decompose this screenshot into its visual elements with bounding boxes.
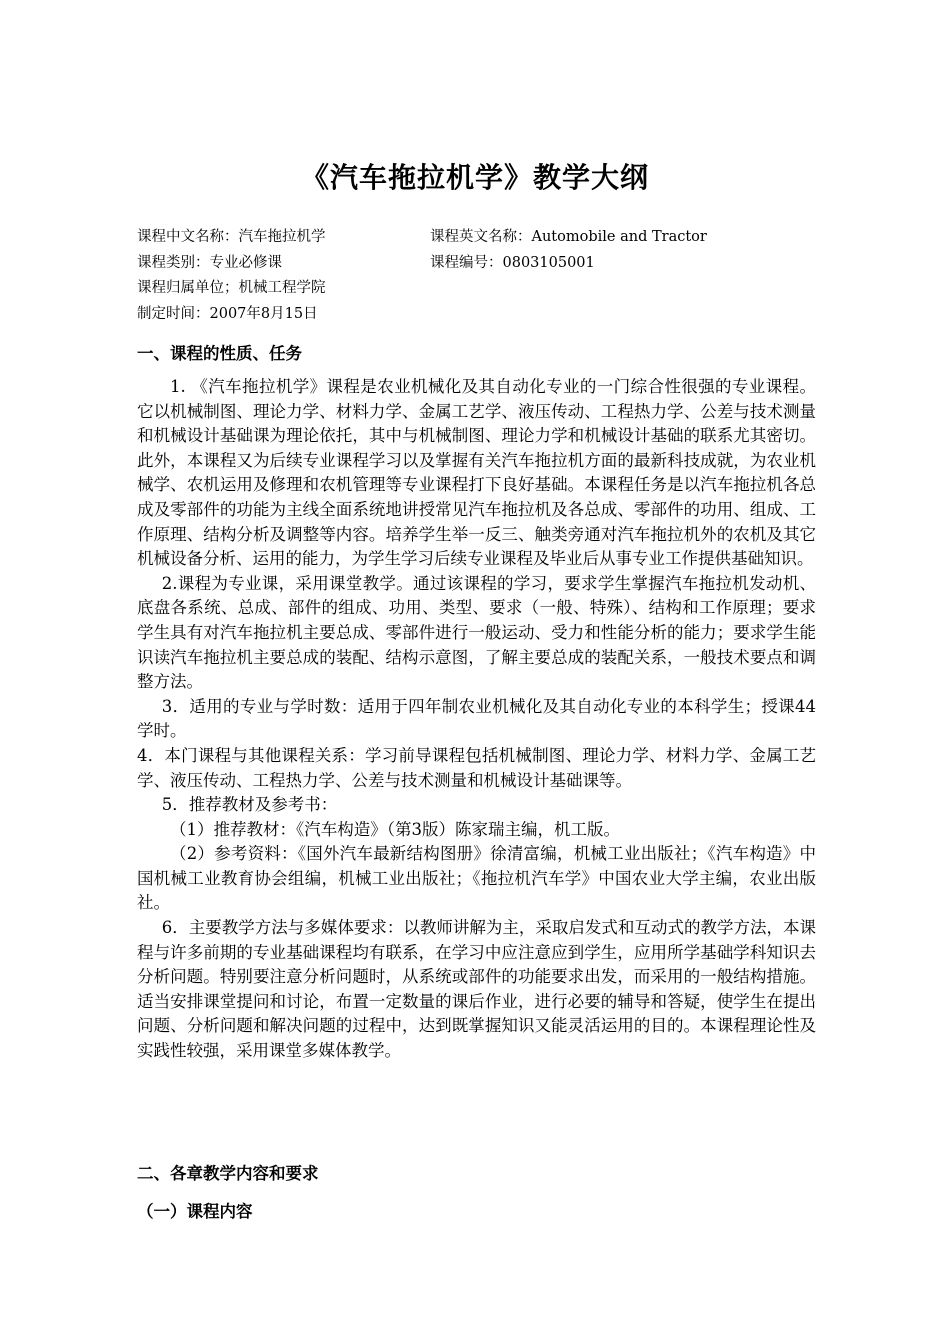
paragraph-6: 6．主要教学方法与多媒体要求：以教师讲解为主，采取启发式和互动式的教学方法，本课程与许多前期的专业基础课程均有联系，在学习中应注意应到学生，应用所学基础学科知识去分析问题。特别要注意分析问题时，从系统或部件的功能要求出发，而采用的一般结构措施。适当安排课堂提问和讨论，布置一定数量的课后作业，进行必要的辅导和答疑，使学生在提出问题、分析问题和解决问题的过程中，达到既掌握知识又能灵活运用的目的。本课程理论性及实践性较强，采用课堂多媒体教学。 [137,918,816,1061]
course-en-name: 课程英文名称：Automobile and Tractor [430,229,707,245]
paragraph-5-2: （2）参考资料：《国外汽车最新结构图册》徐清富编，机械工业出版社；《汽车构造》中国机械工业教育协会组编，机械工业出版社；《拖拉机汽车学》中国农业大学主编，农业出版社。 [137,844,816,913]
paragraph-5: 5．推荐教材及参考书： [161,795,338,815]
meta-row [137,276,837,302]
course-category: 课程类别：专业必修课 [137,254,282,271]
paragraph-5-1: （1）推荐教材：《汽车构造》（第3版）陈家瑞主编，机工版。 [170,819,620,839]
paragraph-4: 4．本门课程与其他课程关系：学习前导课程包括机械制图、理论力学、材料力学、金属工艺学、液压传动、工程热力学、公差与技术测量和机械设计基础课等。 [137,745,816,790]
meta-row [137,251,837,277]
course-date: 制定时间：2007年8月15日 [137,305,318,322]
course-code: 课程编号：0803105001 [430,254,595,271]
paragraph-3: 3．适用的专业与学时数：适用于四年制农业机械化及其自动化专业的本科学生；授课44学时。 [137,696,816,741]
section-heading-2: 二、各章教学内容和要求 [137,1164,319,1183]
section-heading-1: 一、课程的性质、任务 [137,344,302,363]
meta-row [137,225,837,251]
paragraph-1: 1. 《汽车拖拉机学》课程是农业机械化及其自动化专业的一门综合性很强的专业课程。它以机械制图、理论力学、材料力学、金属工艺学、液压传动、工程热力学、公差与技术测量和机械设计基础课为理论依托，其中与机械制图、理论力学和机械设计基础的联系尤其密切。此外，本课程又为后续专业课程学习以及掌握有关汽车拖拉机方面的最新科技成就，为农业机械学、农机运用及修理和农机管理等专业课程打下良好基础。本课程任务是以汽车拖拉机各总成及零部件的功能为主线全面系统地讲授常见汽车拖拉机及各总成、零部件的功用、组成、工作原理、结构分析及调整等内容。培养学生举一反三、触类旁通对汽车拖拉机外的农机及其它机械设备分析、运用的能力，为学生学习后续专业课程及毕业后从事专业工作提供基础知识。 [137,377,816,569]
course-cn-name: 课程中文名称：汽车拖拉机学 [137,229,326,245]
paragraph-2: 2.课程为专业课，采用课堂教学。通过该课程的学习，要求学生掌握汽车拖拉机发动机、底盘各系统、总成、部件的组成、功用、类型、要求（一般、特殊）、结构和工作原理；要求学生具有对汽车拖拉机主要总成、零部件进行一般运动、受力和性能分析的能力；要求学生能识读汽车拖拉机主要总成的装配、结构示意图，了解主要总成的装配关系，一般技术要点和调整方法。 [137,573,816,692]
meta-row [137,302,837,328]
subsection-heading: （一）课程内容 [137,1202,253,1221]
section-1-body [137,375,816,1064]
course-meta [137,225,837,327]
course-unit: 课程归属单位；机械工程学院 [137,280,326,296]
document-title: 《汽车拖拉机学》教学大纲 [300,161,649,194]
